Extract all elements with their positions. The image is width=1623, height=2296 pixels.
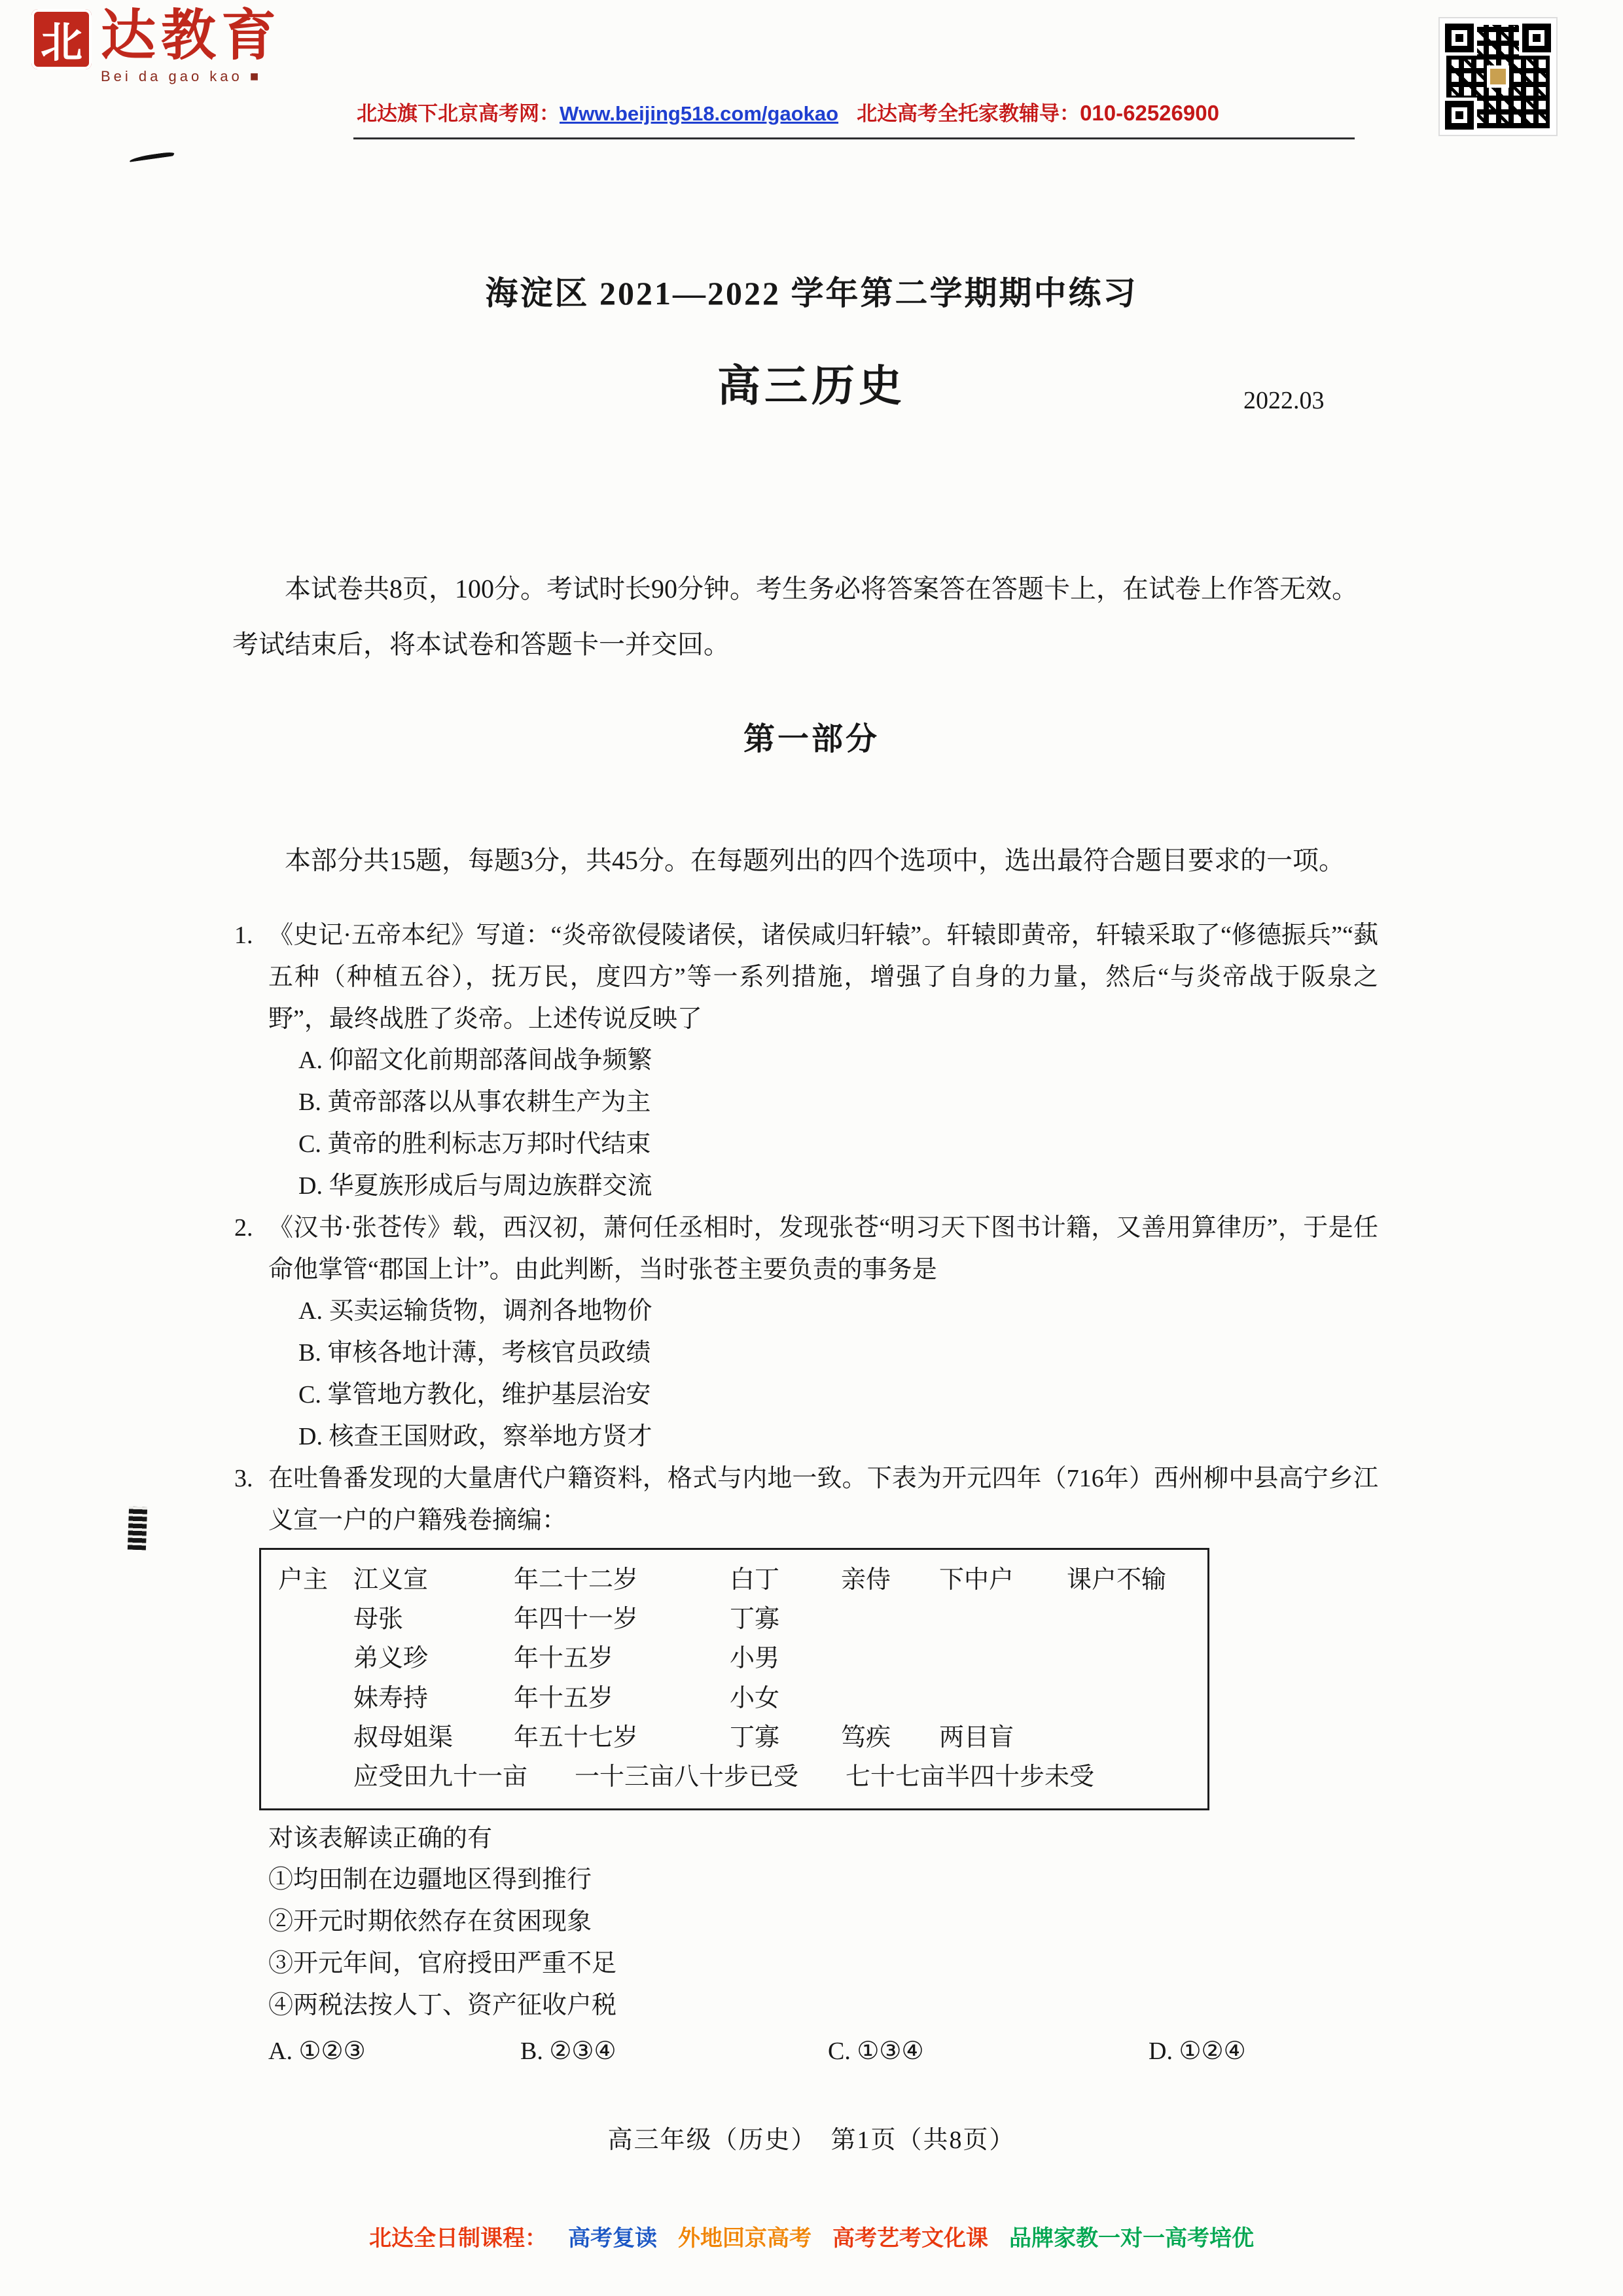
question-1-number: 1.: [234, 922, 253, 949]
register-cell: 江义宣: [353, 1566, 429, 1594]
qr-center-logo: [1487, 65, 1509, 88]
question-3-option-c: C. ①③④: [828, 2037, 924, 2065]
site-url-link[interactable]: Www.beijing518.com/gaokao: [560, 102, 839, 125]
qr-code: [1438, 17, 1558, 136]
page-number-label: 高三年级（历史） 第1页（共8页）: [607, 2126, 1016, 2154]
question-3-statement-1: ①均田制在边疆地区得到推行: [268, 1866, 592, 1894]
phone-number: 010-62526900: [1080, 101, 1219, 125]
scan-smudge-artifact: [128, 1507, 147, 1551]
register-cell: [1067, 1639, 1190, 1678]
register-cell: [278, 1718, 353, 1757]
register-cell: [1067, 1600, 1190, 1639]
register-cell: 两目盲: [939, 1723, 1014, 1751]
register-cell: 白丁: [730, 1566, 780, 1594]
header-divider: [353, 137, 1355, 139]
logo-text-block: [101, 6, 282, 85]
register-cell: 妹寿持: [353, 1684, 429, 1712]
qr-finder-bottom-left: [1445, 101, 1474, 130]
register-cell: [278, 1600, 353, 1639]
register-summary-cell: 七十七亩半四十步未受: [846, 1763, 1095, 1791]
qr-finder-top-right: [1522, 24, 1551, 52]
question-2-stem: 《汉书·张苍传》载，西汉初，萧何任丞相时，发现张苍“明习天下图书计籍，又善用算律历”，于是任命他掌管“郡国上计”。由此判断，当时张苍主要负责的事务是: [268, 1213, 1378, 1283]
register-summary-cell: 应受田九十一亩: [353, 1763, 528, 1791]
register-cell: [939, 1679, 1067, 1718]
register-cell: 小男: [730, 1645, 780, 1673]
question-3-statement-2: ②开元时期依然存在贫困现象: [268, 1908, 592, 1936]
question-2-option-a: A. 买卖运输货物，调剂各地物价: [298, 1297, 652, 1325]
register-cell: [841, 1639, 939, 1678]
question-1-option-b: B. 黄帝部落以从事农耕生产为主: [298, 1088, 651, 1117]
register-cell: 年五十七岁: [514, 1723, 639, 1751]
question-3-prompt: 对该表解读正确的有: [268, 1824, 493, 1852]
register-cell: [841, 1600, 939, 1639]
part1-heading: 第一部分: [743, 722, 880, 757]
exam-notice: 本试卷共8页，100分。考试时长90分钟。考生务必将答案答在答题卡上，在试卷上作答无效。考试结束后，将本试卷和答题卡一并交回。: [232, 574, 1358, 659]
tutor-label: 北达高考全托家教辅导：: [857, 102, 1080, 125]
register-cell: 年十五岁: [514, 1684, 614, 1712]
register-summary-cell: 一十三亩八十步已受: [575, 1763, 799, 1791]
register-cell: 笃疾: [841, 1723, 891, 1751]
exam-title: 海淀区 2021—2022 学年第二学期期中练习: [485, 275, 1138, 312]
register-cell: 户主: [278, 1566, 329, 1594]
question-3-option-a: A. ①②③: [268, 2037, 366, 2065]
register-cell: [939, 1600, 1067, 1639]
register-summary-row: [278, 1757, 1190, 1797]
promo-gaokao-repeat: 高考复读: [568, 2226, 657, 2251]
question-1-option-d: D. 华夏族形成后与周边族群交流: [298, 1172, 652, 1200]
promo-footer-line: [0, 2220, 1623, 2252]
question-1-option-a: A. 仰韶文化前期部落间战争频繁: [298, 1047, 652, 1075]
register-cell: 年四十一岁: [514, 1605, 639, 1634]
question-2-number: 2.: [234, 1213, 253, 1242]
question-3-options-row: [268, 2031, 1378, 2077]
register-cell: 年十五岁: [514, 1645, 614, 1673]
promo-courses-label: 北达全日制课程：: [369, 2226, 547, 2251]
brand-logo: [31, 6, 282, 85]
qr-finder-top-left: [1445, 24, 1474, 52]
register-cell: 小女: [730, 1684, 780, 1712]
register-cell: [841, 1679, 939, 1718]
question-3-option-b: B. ②③④: [520, 2037, 616, 2065]
question-3-number: 3.: [234, 1464, 253, 1492]
register-rows: [278, 1560, 1190, 1757]
promo-return-beijing: 外地回京高考: [678, 2226, 812, 2251]
question-1: [234, 915, 1378, 1208]
site-label: 北达旗下北京高考网：: [357, 102, 560, 125]
question-3-option-d: D. ①②④: [1149, 2037, 1246, 2065]
promo-art-culture: 高考艺考文化课: [832, 2226, 988, 2251]
logo-seal: 北: [31, 9, 92, 69]
household-register-table: [259, 1548, 1209, 1810]
promo-tutoring: 品牌家教一对一高考培优: [1009, 2226, 1254, 2251]
register-cell: 丁寡: [730, 1723, 780, 1751]
logo-tagline: Bei da gao kao ■: [101, 68, 262, 84]
question-2-option-b: B. 审核各地计薄，考核官员政绩: [298, 1339, 651, 1367]
header-contact-line: [357, 97, 1219, 126]
part1-instructions: 本部分共15题，每题3分，共45分。在每题列出的四个选项中，选出最符合题目要求的一项。: [285, 846, 1345, 875]
question-2-option-c: C. 掌管地方教化，维护基层治安: [298, 1381, 651, 1409]
question-3: [234, 1458, 1378, 2077]
question-3-statement-3: ③开元年间，官府授田严重不足: [268, 1950, 617, 1978]
question-2-option-d: D. 核查王国财政，察举地方贤才: [298, 1422, 652, 1450]
register-cell: 弟义珍: [353, 1645, 429, 1673]
register-cell: 母张: [353, 1605, 404, 1634]
register-cell: [1067, 1679, 1190, 1718]
question-1-option-c: C. 黄帝的胜利标志万邦时代结束: [298, 1130, 651, 1158]
register-cell: 叔母姐渠: [353, 1723, 454, 1751]
pen-mark-artifact: [128, 151, 175, 164]
question-2: [234, 1208, 1378, 1458]
register-cell: [278, 1639, 353, 1678]
subject-title: 高三历史: [717, 363, 906, 410]
question-3-stem: 在吐鲁番发现的大量唐代户籍资料，格式与内地一致。下表为开元四年（716年）西州柳中县高宁乡江义宣一户的户籍残卷摘编：: [268, 1464, 1378, 1534]
register-cell: [1067, 1718, 1190, 1757]
register-cell: [278, 1679, 353, 1718]
register-cell: 亲侍: [841, 1566, 891, 1594]
logo-brand-name: 达教育: [101, 6, 282, 67]
exam-date: 2022.03: [1243, 387, 1325, 414]
register-cell: 课户不输: [1067, 1566, 1167, 1594]
questions-area: [234, 915, 1378, 2077]
question-1-stem: 《史记·五帝本纪》写道：“炎帝欲侵陵诸侯，诸侯咸归轩辕”。轩辕即黄帝，轩辕采取了“修德振兵”“蓺五种（种植五谷），抚万民，度四方”等一系列措施，增强了自身的力量，然后“与炎帝战于阪泉之野”，最终战胜了炎帝。上述传说反映了: [268, 922, 1378, 1033]
register-cell: 下中户: [939, 1566, 1014, 1594]
register-cell: [939, 1639, 1067, 1678]
register-cell: 丁寡: [730, 1605, 780, 1634]
register-cell: 年二十二岁: [514, 1566, 639, 1594]
question-3-statement-4: ④两税法按人丁、资产征收户税: [268, 1991, 617, 2019]
